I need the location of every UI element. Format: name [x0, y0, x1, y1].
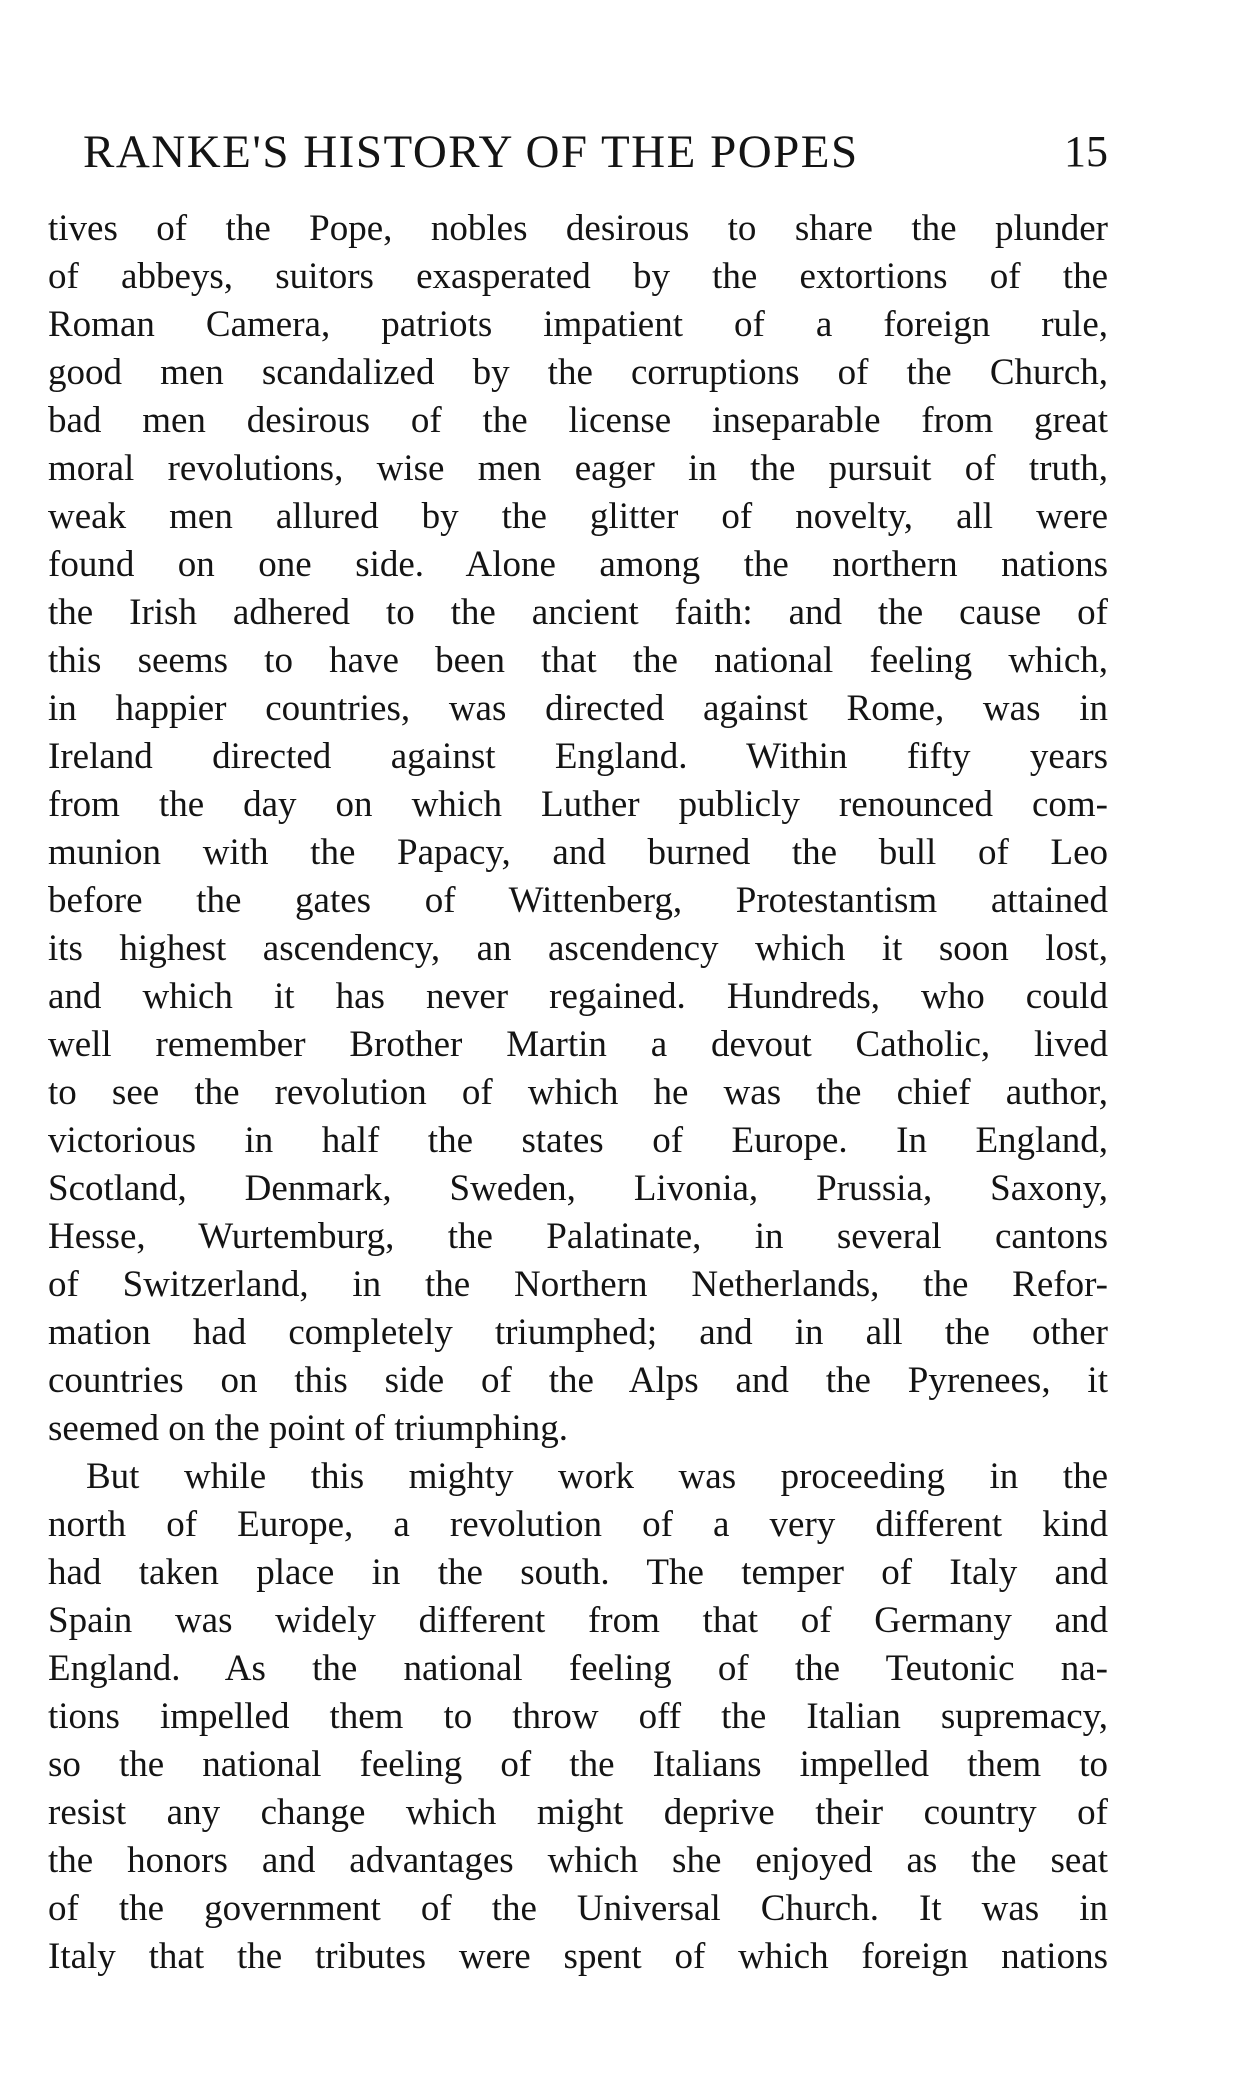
- text-line: Scotland, Denmark, Sweden, Livonia, Prussia, Saxony,: [48, 1168, 1108, 1209]
- text-line: this seems to have been that the national feeling which,: [48, 640, 1108, 681]
- text-line: found on one side. Alone among the northern nations: [48, 544, 1108, 585]
- text-line: moral revolutions, wise men eager in the pursuit of truth,: [48, 448, 1108, 489]
- text-line: But while this mighty work was proceeding in the: [86, 1456, 1108, 1497]
- text-line: munion with the Papacy, and burned the bull of Leo: [48, 832, 1108, 873]
- text-line: so the national feeling of the Italians impelled them to: [48, 1744, 1108, 1785]
- text-line: good men scandalized by the corruptions of the Church,: [48, 352, 1108, 393]
- running-title: RANKE'S HISTORY OF THE POPES: [83, 126, 859, 178]
- text-line: tions impelled them to throw off the Italian supremacy,: [48, 1696, 1108, 1737]
- text-line: Hesse, Wurtemburg, the Palatinate, in several cantons: [48, 1216, 1108, 1257]
- text-line: tives of the Pope, nobles desirous to share the plunder: [48, 208, 1108, 249]
- text-line: its highest ascendency, an ascendency which it soon lost,: [48, 928, 1108, 969]
- text-line: the Irish adhered to the ancient faith: and the cause of: [48, 592, 1108, 633]
- text-line: seemed on the point of triumphing.: [48, 1408, 568, 1449]
- text-line: before the gates of Wittenberg, Protestantism attained: [48, 880, 1108, 921]
- text-line: Ireland directed against England. Within fifty years: [48, 736, 1108, 777]
- text-line: from the day on which Luther publicly renounced com-: [48, 784, 1108, 825]
- paragraph-1: [48, 205, 1108, 1453]
- text-line: Roman Camera, patriots impatient of a foreign rule,: [48, 304, 1108, 345]
- text-line: to see the revolution of which he was the chief author,: [48, 1072, 1108, 1113]
- text-line: Spain was widely different from that of Germany and: [48, 1600, 1108, 1641]
- running-head: [83, 122, 1108, 182]
- text-line: of abbeys, suitors exasperated by the extortions of the: [48, 256, 1108, 297]
- text-line: well remember Brother Martin a devout Catholic, lived: [48, 1024, 1108, 1065]
- text-line: north of Europe, a revolution of a very different kind: [48, 1504, 1108, 1545]
- text-line: victorious in half the states of Europe. In England,: [48, 1120, 1108, 1161]
- text-line: the honors and advantages which she enjoyed as the seat: [48, 1840, 1108, 1881]
- text-line: countries on this side of the Alps and the Pyrenees, it: [48, 1360, 1108, 1401]
- text-line: Italy that the tributes were spent of which foreign nations: [48, 1936, 1108, 1977]
- text-line: England. As the national feeling of the Teutonic na-: [48, 1648, 1108, 1689]
- text-line: had taken place in the south. The temper of Italy and: [48, 1552, 1108, 1593]
- text-line: resist any change which might deprive their country of: [48, 1792, 1108, 1833]
- text-line: of the government of the Universal Church. It was in: [48, 1888, 1108, 1929]
- page-number: 15: [1064, 127, 1108, 176]
- text-line: in happier countries, was directed against Rome, was in: [48, 688, 1108, 729]
- paragraph-2: [48, 1453, 1108, 1981]
- text-line: and which it has never regained. Hundreds, who could: [48, 976, 1108, 1017]
- text-line: mation had completely triumphed; and in all the other: [48, 1312, 1108, 1353]
- text-line: weak men allured by the glitter of novelty, all were: [48, 496, 1108, 537]
- text-line: of Switzerland, in the Northern Netherlands, the Refor-: [48, 1264, 1108, 1305]
- text-line: bad men desirous of the license inseparable from great: [48, 400, 1108, 441]
- text-body: [48, 205, 1108, 1981]
